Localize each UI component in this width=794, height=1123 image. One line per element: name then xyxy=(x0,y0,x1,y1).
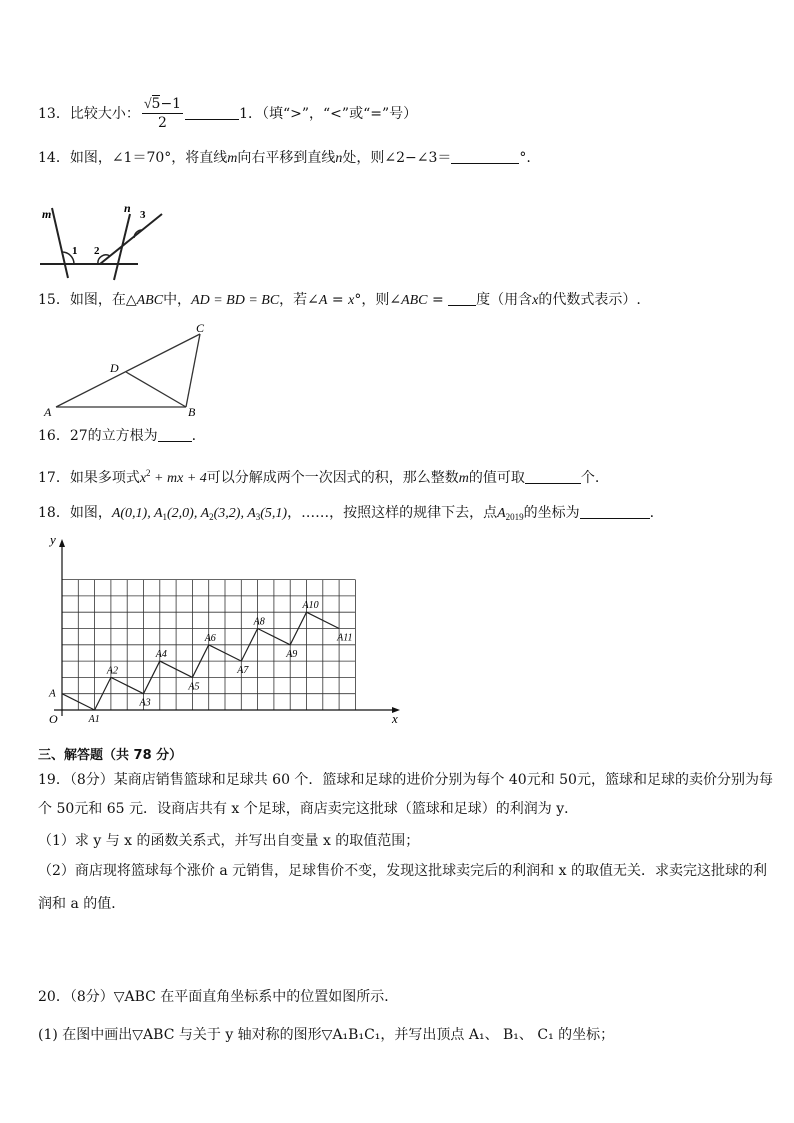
q15-triangle-abc: ABC xyxy=(136,293,164,308)
q17-text-4: 个. xyxy=(580,470,600,486)
fig18-label-A: A xyxy=(49,687,56,700)
q14-answer-blank[interactable] xyxy=(451,149,519,164)
q20-line-1: 20．（8分）▽ABC 在平面直角坐标系中的位置如图所示． xyxy=(38,989,399,1005)
fig15-label-a: A xyxy=(44,405,52,419)
q20-line-2: (1) 在图中画出▽ABC 与关于 y 轴对称的图形▽A₁B₁C₁，并写出顶点 A₁、 B₁、 C₁ 的坐标； xyxy=(38,1027,615,1043)
q15-text-1: 如图，在△ xyxy=(69,292,137,308)
q18-text-4: . xyxy=(649,505,655,521)
question-13 xyxy=(38,96,417,132)
q15-var-x2: x xyxy=(532,293,539,308)
q19-line-4: （2）商店现将篮球每个涨价 a 元销售，足球售价不变，发现这批球卖完后的利润和 x 的取值无关．求卖完这批球的利 xyxy=(38,863,767,879)
q16-answer-blank[interactable] xyxy=(158,427,192,442)
q13-prefix: 比较大小： xyxy=(69,106,140,122)
question-18 xyxy=(38,503,654,527)
q17-polynomial: $x^2$ + mx + 4 xyxy=(139,468,207,486)
q15-angle-abc: ABC xyxy=(401,293,428,308)
q18-number: 18． xyxy=(38,505,70,521)
figure-18-coordinate-grid xyxy=(40,536,410,726)
q15-text-2: 中， xyxy=(163,292,192,308)
fig18-label-A6: A6 xyxy=(204,632,216,644)
q16-text-2: . xyxy=(191,428,197,444)
q14-number: 14． xyxy=(38,150,70,166)
q13-number: 13． xyxy=(38,106,70,122)
fig15-label-c: C xyxy=(196,321,205,335)
fig18-label-A10: A10 xyxy=(302,600,319,612)
q18-points: A(0,1), $A_1(2,0)$, $A_2(3,2)$, $A_3(5,1)$ xyxy=(111,506,288,522)
q15-text-7: 度（用含 xyxy=(476,292,533,308)
q15-equation: AD = BD = BC xyxy=(191,293,280,308)
fig15-label-d: D xyxy=(110,361,119,375)
q13-answer-blank[interactable] xyxy=(185,105,239,120)
q13-suffix: 1．（填“>”，“<”或“=”号） xyxy=(239,106,418,122)
fig18-axis-y-label: y xyxy=(50,536,56,547)
fig18-label-A2: A2 xyxy=(106,665,119,677)
q14-text-2: 向右平移到直线 xyxy=(237,150,336,166)
fig18-label-A11: A11 xyxy=(337,632,353,644)
q18-text-3: 的坐标为 xyxy=(523,505,580,521)
q14-text-3: 处，则∠2−∠3＝ xyxy=(342,150,452,166)
q14-line-m: m xyxy=(227,151,238,166)
fig18-label-A9: A9 xyxy=(286,648,298,660)
q14-text-1: 如图，∠1＝70°，将直线 xyxy=(69,150,228,166)
q17-number: 17． xyxy=(38,470,70,486)
fig18-label-A8: A8 xyxy=(253,616,265,628)
q18-text-2: ，……，按照这样的规律下去，点 xyxy=(287,505,498,521)
q16-text-1: 27的立方根为 xyxy=(69,428,158,444)
q19-line-1: 19．（8分）某商店销售篮球和足球共 60 个．篮球和足球的进价分别为每个 40元和 50元，篮球和足球的卖价分别为每 xyxy=(38,772,773,788)
q17-text-2: 可以分解成两个一次因式的积，那么整数 xyxy=(206,470,459,486)
q18-point-a2019: $A_{2019}$ xyxy=(497,506,524,522)
q16-number: 16． xyxy=(38,428,70,444)
fig14-label-2: 2 xyxy=(94,245,100,257)
q15-var-x: x xyxy=(348,293,355,308)
q15-number: 15． xyxy=(38,292,70,308)
q13-sqrt-value: 5 xyxy=(151,96,161,112)
q19-line-3: （1）求 y 与 x 的函数关系式，并写出自变量 x 的取值范围； xyxy=(38,833,420,849)
q19-line-2: 个 50元和 65 元．设商店共有 x 个足球，商店卖完这批球（篮球和足球）的利润为 y． xyxy=(38,801,579,817)
figure-15-triangle xyxy=(38,320,218,420)
fig18-label-A5: A5 xyxy=(188,681,200,693)
q13-fraction: $\frac{√5-1}{2}$ xyxy=(143,96,182,131)
q15-text-5: °，则∠ xyxy=(354,292,402,308)
question-14 xyxy=(38,148,531,169)
fig18-origin-label: O xyxy=(49,712,58,726)
y-axis-arrow xyxy=(59,539,65,547)
fig18-label-A4: A4 xyxy=(155,649,167,661)
q14-line-n: n xyxy=(335,151,343,166)
section-3-heading: 三、解答题（共 78 分） xyxy=(38,748,183,763)
q15-text-8: 的代数式表示）. xyxy=(538,292,641,308)
q17-text-1: 如果多项式 xyxy=(69,470,140,486)
fig18-label-A1: A1 xyxy=(88,714,100,725)
q15-answer-blank[interactable] xyxy=(448,291,476,306)
fig15-label-b: B xyxy=(188,405,196,419)
q15-text-6: = xyxy=(427,292,449,308)
q19-line-5: 润和 a 的值． xyxy=(38,896,126,912)
fig18-label-A3: A3 xyxy=(139,697,151,709)
q17-answer-blank[interactable] xyxy=(525,469,581,484)
fig14-label-3: 3 xyxy=(140,209,146,221)
question-17 xyxy=(38,463,599,489)
question-15 xyxy=(38,290,641,311)
fig14-label-m: m xyxy=(42,207,52,221)
fig18-label-A7: A7 xyxy=(237,665,249,677)
figure-14-parallel-lines xyxy=(38,200,168,282)
fig14-label-n: n xyxy=(124,201,131,215)
q18-text-1: 如图， xyxy=(69,505,112,521)
q15-text-3: ，若∠ xyxy=(279,292,319,308)
q17-var-m: m xyxy=(458,471,469,486)
q18-answer-blank[interactable] xyxy=(580,504,650,519)
q13-minus-one: −1 xyxy=(160,96,182,112)
q15-text-4: = xyxy=(327,292,349,308)
question-16 xyxy=(38,426,196,446)
fig18-axis-x-label: x xyxy=(392,711,398,726)
q13-denominator: 2 xyxy=(157,115,167,131)
q14-text-4: °. xyxy=(519,150,531,166)
q17-text-3: 的值可取 xyxy=(468,470,525,486)
q15-angle-a: A xyxy=(318,293,328,308)
fig14-label-1: 1 xyxy=(72,245,78,257)
